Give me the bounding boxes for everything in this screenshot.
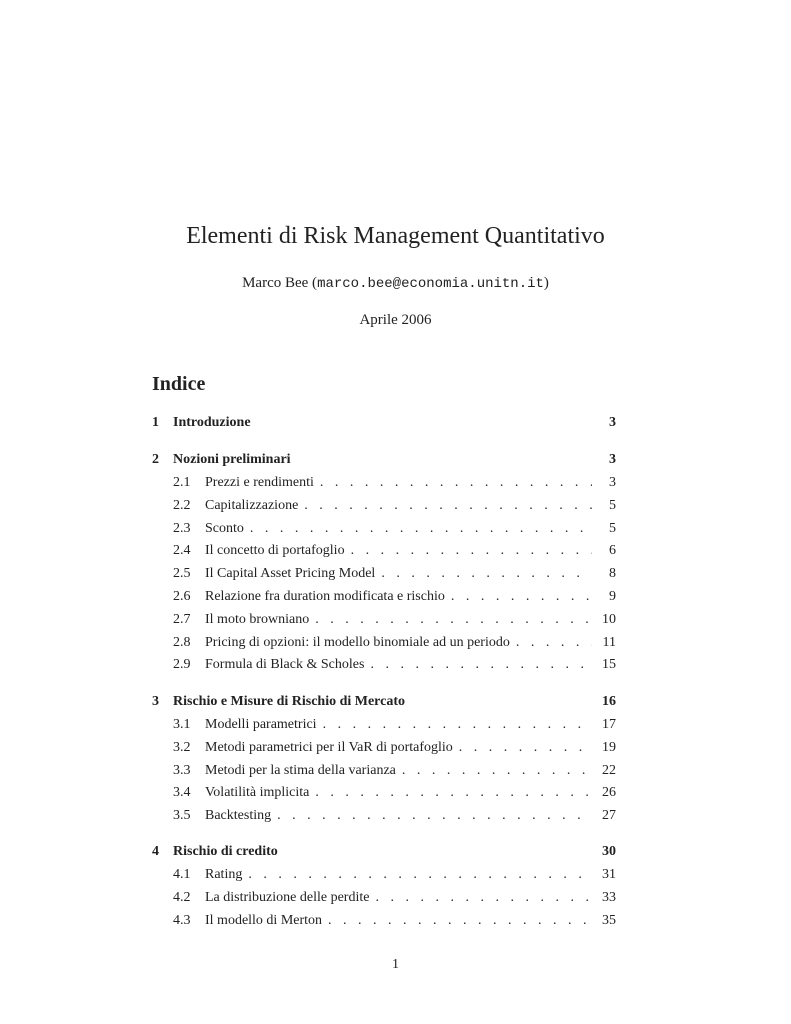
toc-section-number: 4 xyxy=(152,844,159,859)
author-close: ) xyxy=(543,275,549,291)
toc-subsection-entry[interactable] xyxy=(152,715,616,735)
toc-subsection-number: 2.2 xyxy=(173,497,191,513)
toc-subsection-label: Formula di Black & Scholes xyxy=(205,657,365,673)
toc-subsection-number: 3.5 xyxy=(173,808,191,824)
toc-subsection-entry[interactable] xyxy=(152,911,616,931)
toc-section-number: 1 xyxy=(152,415,159,430)
toc-section-number: 3 xyxy=(152,694,159,709)
document-date: Aprile 2006 xyxy=(359,312,432,328)
toc-page-number: 3 xyxy=(609,415,616,430)
toc-page-number: 15 xyxy=(602,657,616,673)
toc-subsection-entry[interactable] xyxy=(152,738,616,758)
toc-subsection-number: 2.6 xyxy=(173,589,191,604)
toc-section-label: Rischio di credito xyxy=(173,844,278,859)
toc-page-number: 30 xyxy=(602,844,616,859)
toc-page-number: 35 xyxy=(602,912,616,928)
toc-subsection-label: Il concetto di portafoglio xyxy=(205,543,345,559)
toc-subsection-label: Il moto browniano xyxy=(205,611,310,627)
toc-subsection-label: Prezzi e rendimenti xyxy=(205,475,314,490)
author-email: marco.bee@economia.unitn.it xyxy=(317,276,544,292)
toc-leader-dots xyxy=(381,564,592,584)
toc-subsection-number: 2.4 xyxy=(173,543,191,559)
toc-heading: Indice xyxy=(152,373,206,395)
toc-subsection-label: Volatilità implicita xyxy=(205,785,310,801)
toc-page-number: 17 xyxy=(602,717,616,732)
toc-section-entry[interactable] xyxy=(152,842,616,862)
toc-subsection-entry[interactable] xyxy=(152,806,616,826)
toc-subsection-number: 3.1 xyxy=(173,717,191,732)
toc-leader-dots xyxy=(351,541,592,561)
toc-subsection-label: Il modello di Merton xyxy=(205,912,323,928)
toc-subsection-number: 3.4 xyxy=(173,785,191,801)
toc-subsection-label: Relazione fra duration modificata e rischio xyxy=(205,589,445,604)
toc-leader-dots xyxy=(451,587,592,607)
document-title: Elementi di Risk Management Quantitativo xyxy=(186,223,605,249)
toc-page-number: 3 xyxy=(609,452,616,467)
toc-subsection-number: 2.9 xyxy=(173,657,191,673)
toc-leader-dots xyxy=(315,610,592,630)
toc-page-number: 5 xyxy=(609,520,616,536)
toc-subsection-number: 3.2 xyxy=(173,739,191,755)
toc-subsection-entry[interactable] xyxy=(152,610,616,630)
toc-leader-dots xyxy=(248,865,592,885)
toc-subsection-label: Modelli parametrici xyxy=(205,717,317,732)
toc-subsection-entry[interactable] xyxy=(152,564,616,584)
toc-section-number: 2 xyxy=(152,452,159,467)
toc-section-entry[interactable] xyxy=(152,413,616,433)
toc-subsection-number: 4.1 xyxy=(173,867,191,882)
toc-subsection-label: Sconto xyxy=(205,520,244,536)
toc-page-number: 9 xyxy=(609,589,616,604)
toc-page-number: 8 xyxy=(609,566,616,582)
toc-leader-dots xyxy=(516,633,592,653)
toc-leader-dots xyxy=(277,806,592,826)
toc-subsection-entry[interactable] xyxy=(152,519,616,539)
toc-leader-dots xyxy=(402,761,592,781)
toc-section-label: Rischio e Misure di Rischio di Mercato xyxy=(173,694,406,709)
toc-subsection-entry[interactable] xyxy=(152,865,616,885)
toc-subsection-label: Il Capital Asset Pricing Model xyxy=(205,566,376,582)
toc-subsection-entry[interactable] xyxy=(152,473,616,493)
toc-page-number: 3 xyxy=(609,475,616,490)
toc-page-number: 10 xyxy=(602,611,616,627)
toc-leader-dots xyxy=(315,783,592,803)
toc-leader-dots xyxy=(328,911,592,931)
toc-subsection-number: 2.8 xyxy=(173,634,191,650)
toc-section-entry[interactable] xyxy=(152,692,616,712)
toc-section-label: Introduzione xyxy=(173,415,251,430)
toc-page-number: 31 xyxy=(602,867,616,882)
toc-subsection-label: Rating xyxy=(205,867,243,882)
toc-subsection-number: 2.7 xyxy=(173,611,191,627)
toc-subsection-number: 2.1 xyxy=(173,475,191,490)
toc-subsection-label: Metodi per la stima della varianza xyxy=(205,762,396,778)
toc-subsection-number: 2.5 xyxy=(173,566,191,582)
toc-leader-dots xyxy=(375,888,592,908)
toc-leader-dots xyxy=(304,496,592,516)
toc-section-label: Nozioni preliminari xyxy=(173,452,291,467)
toc-subsection-entry[interactable] xyxy=(152,496,616,516)
toc-leader-dots xyxy=(459,738,592,758)
page-number: 1 xyxy=(392,957,399,972)
toc-page-number: 26 xyxy=(602,785,616,801)
toc-page-number: 5 xyxy=(609,497,616,513)
toc-page-number: 22 xyxy=(602,762,616,778)
toc-page-number: 19 xyxy=(602,739,616,755)
toc-leader-dots xyxy=(320,473,592,493)
toc-subsection-entry[interactable] xyxy=(152,655,616,675)
toc-leader-dots xyxy=(250,519,592,539)
toc-subsection-entry[interactable] xyxy=(152,633,616,653)
toc-subsection-label: Metodi parametrici per il VaR di portafoglio xyxy=(205,739,453,755)
toc-leader-dots xyxy=(323,715,592,735)
table-of-contents xyxy=(152,0,616,1024)
toc-page-number: 11 xyxy=(602,634,616,650)
toc-page-number: 6 xyxy=(609,543,616,559)
toc-leader-dots xyxy=(370,655,592,675)
toc-subsection-number: 4.2 xyxy=(173,889,191,905)
toc-subsection-label: La distribuzione delle perdite xyxy=(205,889,370,905)
toc-subsection-entry[interactable] xyxy=(152,541,616,561)
toc-subsection-number: 2.3 xyxy=(173,520,191,536)
toc-section-entry[interactable] xyxy=(152,450,616,470)
toc-subsection-entry[interactable] xyxy=(152,783,616,803)
author-name: Marco Bee ( xyxy=(242,275,318,291)
toc-subsection-label: Backtesting xyxy=(205,808,272,824)
toc-subsection-label: Pricing di opzioni: il modello binomiale ad un periodo xyxy=(205,634,510,650)
toc-subsection-number: 4.3 xyxy=(173,912,191,928)
toc-page-number: 16 xyxy=(602,694,616,709)
toc-subsection-entry[interactable] xyxy=(152,761,616,781)
toc-subsection-entry[interactable] xyxy=(152,888,616,908)
toc-page-number: 33 xyxy=(602,889,616,905)
toc-page-number: 27 xyxy=(602,808,616,824)
toc-subsection-number: 3.3 xyxy=(173,762,191,778)
toc-subsection-label: Capitalizzazione xyxy=(205,497,299,513)
toc-subsection-entry[interactable] xyxy=(152,587,616,607)
